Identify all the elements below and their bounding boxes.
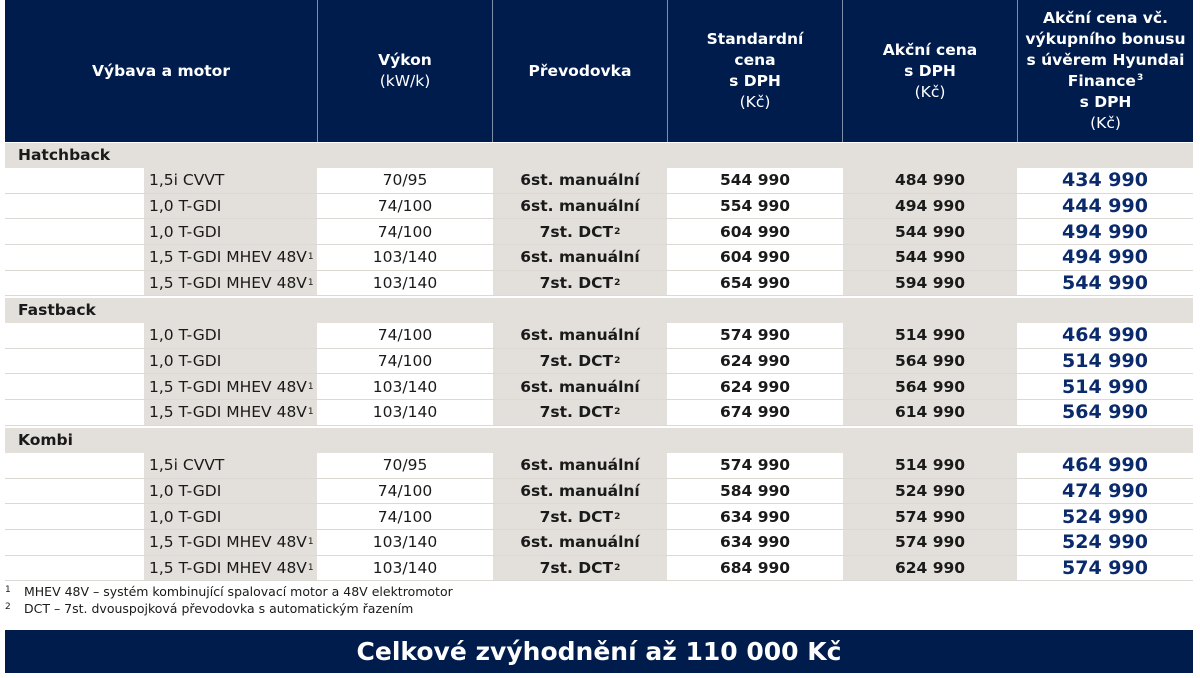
header-bonus-price: Akční cena vč. výkupního bonusu s úvěrem Hyundai Finance$^3$ s DPH (Kč) (1025, 9, 1186, 132)
cell-standard-price (668, 374, 843, 399)
cell-power (318, 374, 493, 399)
cell-power-text: 103/140 (372, 248, 438, 267)
cell-power (318, 530, 493, 555)
cell-bonus-price-text: 434 990 (1062, 169, 1148, 192)
cell-transmission-text: 6st. manuální (520, 196, 640, 215)
cell-model (5, 194, 318, 219)
cell-power-text: 70/95 (382, 456, 428, 475)
cell-standard-price-text: 604 990 (719, 222, 791, 241)
cell-transmission-text: 7st. DCT (539, 559, 614, 578)
cell-standard-price-text: 634 990 (719, 507, 791, 526)
cell-power (318, 349, 493, 374)
cell-standard-price (668, 194, 843, 219)
cell-bonus-price-text: 444 990 (1062, 194, 1148, 217)
cell-power-text: 103/140 (372, 403, 438, 422)
header-standard-price: Standardní cena s DPH (Kč) (668, 0, 843, 142)
cell-model-text: 1,0 T-GDI (149, 196, 222, 215)
cell-standard-price-text: 574 990 (719, 456, 791, 475)
cell-model-text: 1,5i CVVT (149, 171, 225, 190)
cell-model: 1,5 T-GDI MHEV 48V 1 (5, 556, 318, 581)
cell-transmission: 7st. DCT 2 (493, 504, 668, 529)
cell-bonus-price (1018, 453, 1193, 478)
cell-bonus-price (1018, 349, 1193, 374)
cell-model-text: 1,5 T-GDI MHEV 48V (149, 403, 307, 422)
cell-action-price-text: 564 990 (894, 377, 966, 396)
cell-standard-price-text: 624 990 (719, 351, 791, 370)
cell-transmission (493, 245, 668, 270)
cell-transmission: 7st. DCT 2 (493, 400, 668, 425)
cell-action-price-text: 574 990 (894, 507, 966, 526)
cell-bonus-price-text: 544 990 (1062, 272, 1148, 295)
cell-model-text: 1,0 T-GDI (149, 481, 222, 500)
cell-standard-price (668, 323, 843, 348)
cell-bonus-price-text: 564 990 (1062, 401, 1148, 424)
cell-model: 1,5 T-GDI MHEV 48V 1 (5, 271, 318, 296)
cell-bonus-price (1018, 271, 1193, 296)
cell-transmission (493, 323, 668, 348)
cell-model-text: 1,5i CVVT (149, 456, 225, 475)
table-row (5, 479, 1193, 505)
table-row (5, 400, 1193, 426)
cell-action-price (843, 400, 1018, 425)
cell-transmission-text: 6st. manuální (520, 456, 640, 475)
cell-action-price (843, 323, 1018, 348)
cell-action-price-text: 544 990 (894, 222, 966, 241)
cell-model (5, 349, 318, 374)
cell-power (318, 168, 493, 193)
cell-action-price-text: 524 990 (894, 481, 966, 500)
cell-transmission-text: 7st. DCT (539, 507, 614, 526)
cell-transmission (493, 479, 668, 504)
cell-transmission (493, 194, 668, 219)
cell-model: 1,5 T-GDI MHEV 48V 1 (5, 374, 318, 399)
cell-standard-price-text: 684 990 (719, 559, 791, 578)
cell-model-text: 1,5 T-GDI MHEV 48V (149, 533, 307, 552)
cell-model-text: 1,5 T-GDI MHEV 48V (149, 274, 307, 293)
cell-power (318, 556, 493, 581)
cell-action-price (843, 374, 1018, 399)
cell-action-price (843, 271, 1018, 296)
cell-bonus-price (1018, 194, 1193, 219)
cell-standard-price (668, 504, 843, 529)
footnote-2: 2 DCT – 7st. dvouspojková převodovka s automatickým řazením (5, 600, 414, 616)
cell-bonus-price (1018, 504, 1193, 529)
cell-action-price (843, 504, 1018, 529)
cell-standard-price (668, 219, 843, 244)
cell-model (5, 504, 318, 529)
cell-power-text: 103/140 (372, 377, 438, 396)
table-row (5, 349, 1193, 375)
cell-power-text: 103/140 (372, 559, 438, 578)
cell-bonus-price (1018, 168, 1193, 193)
cell-standard-price-text: 604 990 (719, 248, 791, 267)
cell-standard-price-text: 634 990 (719, 533, 791, 552)
cell-model (5, 219, 318, 244)
cell-model-text: 1,5 T-GDI MHEV 48V (149, 248, 307, 267)
cell-action-price (843, 194, 1018, 219)
cell-action-price-text: 624 990 (894, 559, 966, 578)
cell-transmission-text: 6st. manuální (520, 326, 640, 345)
cell-bonus-price-text: 514 990 (1062, 375, 1148, 398)
cell-action-price (843, 453, 1018, 478)
table-row (5, 219, 1193, 245)
cell-transmission-text: 6st. manuální (520, 248, 640, 267)
cell-transmission-text: 6st. manuální (520, 377, 640, 396)
cell-action-price-text: 514 990 (894, 456, 966, 475)
cell-bonus-price (1018, 530, 1193, 555)
table-row (5, 271, 1193, 297)
cell-model (5, 453, 318, 478)
cell-model-text: 1,0 T-GDI (149, 326, 222, 345)
cell-power-text: 74/100 (377, 196, 433, 215)
cell-transmission (493, 530, 668, 555)
cell-standard-price (668, 271, 843, 296)
cell-standard-price-text: 584 990 (719, 481, 791, 500)
section-header-fastback: Fastback (5, 298, 1193, 323)
cell-bonus-price (1018, 219, 1193, 244)
cell-transmission: 7st. DCT 2 (493, 349, 668, 374)
cell-power (318, 453, 493, 478)
cell-standard-price (668, 400, 843, 425)
cell-standard-price-text: 624 990 (719, 377, 791, 396)
cell-power (318, 504, 493, 529)
cell-standard-price-text: 544 990 (719, 171, 791, 190)
cell-transmission (493, 453, 668, 478)
cell-bonus-price-text: 524 990 (1062, 531, 1148, 554)
table-row (5, 194, 1193, 220)
cell-transmission-text: 6st. manuální (520, 171, 640, 190)
cell-model: 1,5 T-GDI MHEV 48V 1 (5, 400, 318, 425)
header-power: Výkon (kW/k) (318, 0, 493, 142)
cell-model: 1,5 T-GDI MHEV 48V 1 (5, 530, 318, 555)
cell-standard-price (668, 168, 843, 193)
cell-standard-price (668, 245, 843, 270)
cell-standard-price-text: 554 990 (719, 196, 791, 215)
table-row (5, 245, 1193, 271)
cell-bonus-price (1018, 556, 1193, 581)
table-row (5, 556, 1193, 582)
table-row (5, 453, 1193, 479)
cell-bonus-price (1018, 374, 1193, 399)
cell-bonus-price-text: 494 990 (1062, 220, 1148, 243)
cell-bonus-price-text: 474 990 (1062, 479, 1148, 502)
cell-model (5, 168, 318, 193)
cell-power (318, 400, 493, 425)
cell-standard-price (668, 349, 843, 374)
total-savings-banner: Celkové zvýhodnění až 110 000 Kč (5, 630, 1193, 673)
cell-action-price-text: 544 990 (894, 248, 966, 267)
cell-power-text: 74/100 (377, 222, 433, 241)
cell-power (318, 271, 493, 296)
cell-bonus-price (1018, 400, 1193, 425)
cell-model (5, 479, 318, 504)
cell-transmission (493, 168, 668, 193)
table-header (5, 0, 1193, 142)
cell-transmission (493, 374, 668, 399)
table-row (5, 168, 1193, 194)
cell-power-text: 74/100 (377, 351, 433, 370)
cell-transmission: 7st. DCT 2 (493, 271, 668, 296)
cell-bonus-price-text: 524 990 (1062, 505, 1148, 528)
cell-action-price (843, 168, 1018, 193)
table-row (5, 504, 1193, 530)
cell-power (318, 479, 493, 504)
cell-power-text: 103/140 (372, 274, 438, 293)
cell-bonus-price-text: 464 990 (1062, 324, 1148, 347)
cell-bonus-price (1018, 323, 1193, 348)
cell-standard-price-text: 674 990 (719, 403, 791, 422)
cell-transmission-text: 7st. DCT (539, 403, 614, 422)
cell-model-text: 1,5 T-GDI MHEV 48V (149, 377, 307, 396)
cell-standard-price (668, 530, 843, 555)
cell-standard-price-text: 654 990 (719, 274, 791, 293)
cell-transmission: 7st. DCT 2 (493, 219, 668, 244)
cell-power-text: 74/100 (377, 507, 433, 526)
cell-model-text: 1,0 T-GDI (149, 351, 222, 370)
footnotes (5, 584, 453, 617)
cell-model (5, 323, 318, 348)
cell-power (318, 245, 493, 270)
cell-power-text: 74/100 (377, 481, 433, 500)
cell-model-text: 1,0 T-GDI (149, 222, 222, 241)
cell-transmission-text: 6st. manuální (520, 533, 640, 552)
cell-model: 1,5 T-GDI MHEV 48V 1 (5, 245, 318, 270)
cell-action-price (843, 219, 1018, 244)
header-action-price: Akční cena s DPH (Kč) (843, 0, 1018, 142)
cell-transmission-text: 7st. DCT (539, 274, 614, 293)
cell-standard-price-text: 574 990 (719, 326, 791, 345)
cell-bonus-price (1018, 479, 1193, 504)
cell-power (318, 219, 493, 244)
cell-bonus-price-text: 494 990 (1062, 246, 1148, 269)
header-equipment-engine: Výbava a motor (5, 0, 318, 142)
cell-action-price-text: 564 990 (894, 351, 966, 370)
footnote-1: 1 MHEV 48V – systém kombinující spalovací motor a 48V elektromotor (5, 584, 453, 599)
table-row (5, 530, 1193, 556)
cell-bonus-price-text: 464 990 (1062, 454, 1148, 477)
cell-bonus-price-text: 514 990 (1062, 349, 1148, 372)
cell-power-text: 70/95 (382, 171, 428, 190)
cell-transmission-text: 7st. DCT (539, 222, 614, 241)
cell-action-price-text: 594 990 (894, 274, 966, 293)
cell-power-text: 74/100 (377, 326, 433, 345)
table-row (5, 323, 1193, 349)
cell-action-price (843, 530, 1018, 555)
cell-transmission-text: 6st. manuální (520, 481, 640, 500)
cell-action-price (843, 349, 1018, 374)
cell-action-price-text: 514 990 (894, 326, 966, 345)
cell-power-text: 103/140 (372, 533, 438, 552)
section-header-hatchback: Hatchback (5, 143, 1193, 168)
cell-action-price-text: 574 990 (894, 533, 966, 552)
cell-standard-price (668, 556, 843, 581)
cell-power (318, 194, 493, 219)
header-transmission: Převodovka (493, 0, 668, 142)
cell-power (318, 323, 493, 348)
cell-model-text: 1,5 T-GDI MHEV 48V (149, 559, 307, 578)
cell-standard-price (668, 453, 843, 478)
cell-action-price (843, 245, 1018, 270)
cell-action-price-text: 614 990 (894, 403, 966, 422)
cell-action-price-text: 484 990 (894, 171, 966, 190)
cell-model-text: 1,0 T-GDI (149, 507, 222, 526)
cell-transmission: 7st. DCT 2 (493, 556, 668, 581)
cell-standard-price (668, 479, 843, 504)
cell-action-price (843, 556, 1018, 581)
section-header-kombi: Kombi (5, 428, 1193, 453)
table-row (5, 374, 1193, 400)
cell-action-price (843, 479, 1018, 504)
cell-bonus-price-text: 574 990 (1062, 557, 1148, 580)
cell-bonus-price (1018, 245, 1193, 270)
cell-transmission-text: 7st. DCT (539, 351, 614, 370)
cell-action-price-text: 494 990 (894, 196, 966, 215)
